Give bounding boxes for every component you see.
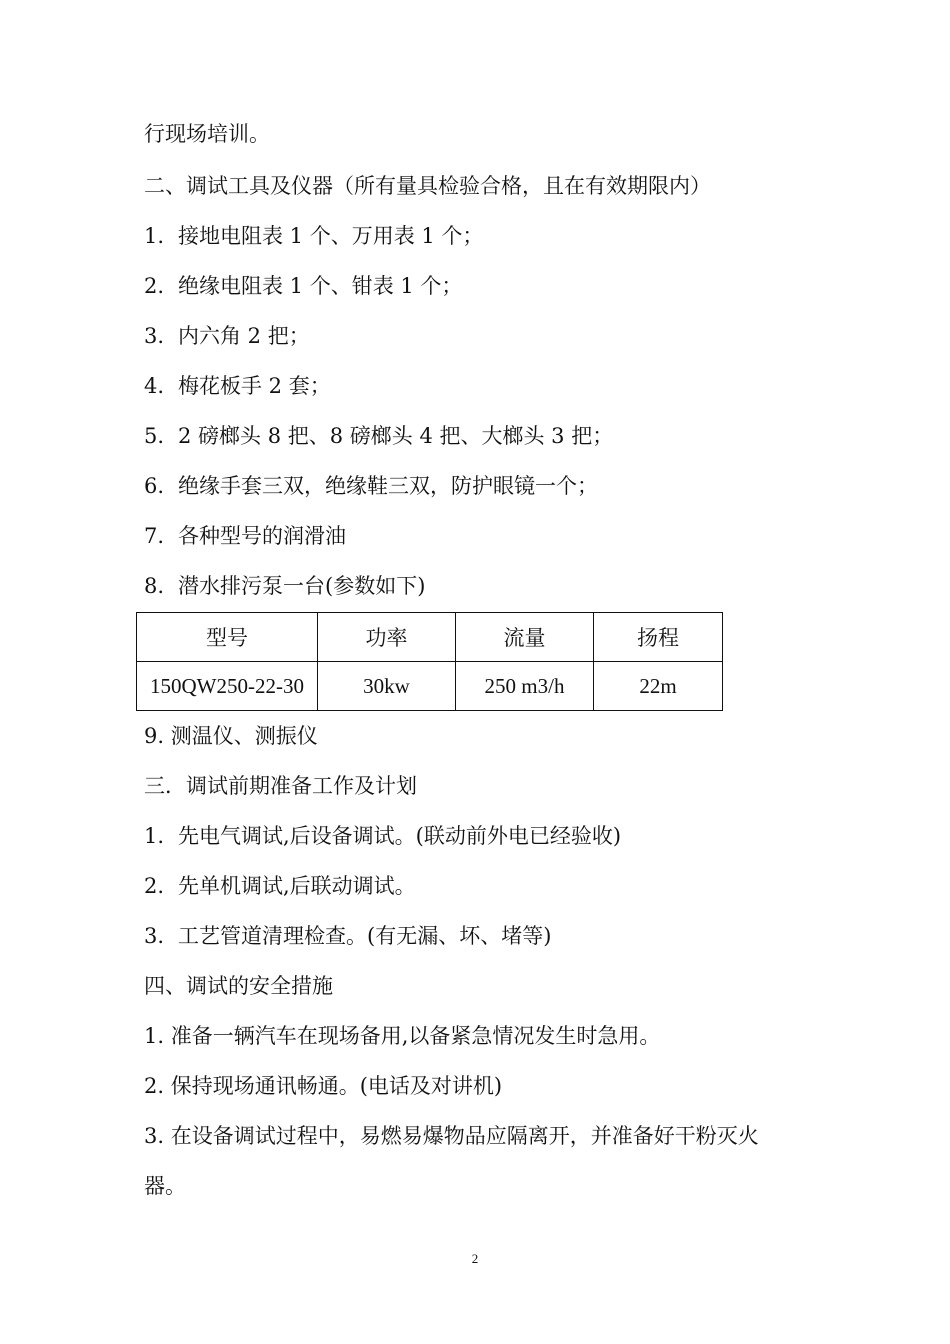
list-item: 9. 测温仪、测振仪 [144,724,318,748]
list-item: 3. 在设备调试过程中，易燃易爆物品应隔离开，并准备好干粉灭火 [144,1124,759,1148]
list-number: 1. [144,824,165,848]
list-text: 潜水排污泵一台(参数如下) [178,574,426,598]
list-text: 各种型号的润滑油 [178,524,346,548]
list-text: 先电气调试,后设备调试。(联动前外电已经验收) [178,824,622,848]
list-number: 2. [144,274,165,298]
list-item [144,573,425,599]
list-number: 1. [144,224,165,248]
list-text: 接地电阻表 1 个、万用表 1 个； [178,224,484,248]
list-item [144,823,621,849]
list-item-continuation: 器。 [144,1174,186,1198]
list-text: 工艺管道清理检查。(有无漏、坏、堵等) [178,924,552,948]
table-cell-power: 30kw [318,662,456,711]
table-header-cell: 流量 [456,613,594,662]
paragraph-continuation: 行现场培训。 [144,122,270,146]
list-number: 8. [144,574,165,598]
list-number: 5. [144,424,165,448]
list-text: 绝缘电阻表 1 个、钳表 1 个； [178,274,463,298]
list-text: 绝缘手套三双，绝缘鞋三双，防护眼镜一个； [178,474,598,498]
list-text: 梅花板手 2 套； [178,374,331,398]
table-cell-flow: 250 m3/h [456,662,594,711]
list-text: 内六角 2 把； [178,324,310,348]
list-item: 2. 保持现场通讯畅通。(电话及对讲机) [144,1074,503,1098]
list-number: 6. [144,474,165,498]
table-row [137,662,723,711]
list-number: 7. [144,524,165,548]
section-heading-tools: 二、调试工具及仪器（所有量具检验合格，且在有效期限内） [144,174,711,198]
list-item: 1. 准备一辆汽车在现场备用,以备紧急情况发生时急用。 [144,1024,661,1048]
table-header-cell: 功率 [318,613,456,662]
section-heading-safety: 四、调试的安全措施 [144,974,333,998]
table-header-cell: 扬程 [594,613,723,662]
list-item [144,373,331,399]
table-header-row [137,613,723,662]
list-item [144,923,551,949]
list-item [144,473,598,499]
page-number: 2 [471,1251,479,1266]
list-number: 3. [144,924,165,948]
list-text: 2 磅榔头 8 把、8 磅榔头 4 把、大榔头 3 把； [178,424,614,448]
table-header-cell: 型号 [137,613,318,662]
list-item [144,873,416,899]
list-text: 先单机调试,后联动调试。 [178,874,416,898]
list-item [144,523,346,549]
list-item [144,223,483,249]
list-item [144,273,462,299]
list-number: 2. [144,874,165,898]
list-number: 4. [144,374,165,398]
table-cell-head: 22m [594,662,723,711]
list-item [144,423,613,449]
list-item [144,323,310,349]
table-cell-model: 150QW250-22-30 [137,662,318,711]
pump-parameter-table [136,612,723,711]
section-heading-preparation: 三．调试前期准备工作及计划 [144,774,417,798]
list-number: 3. [144,324,165,348]
